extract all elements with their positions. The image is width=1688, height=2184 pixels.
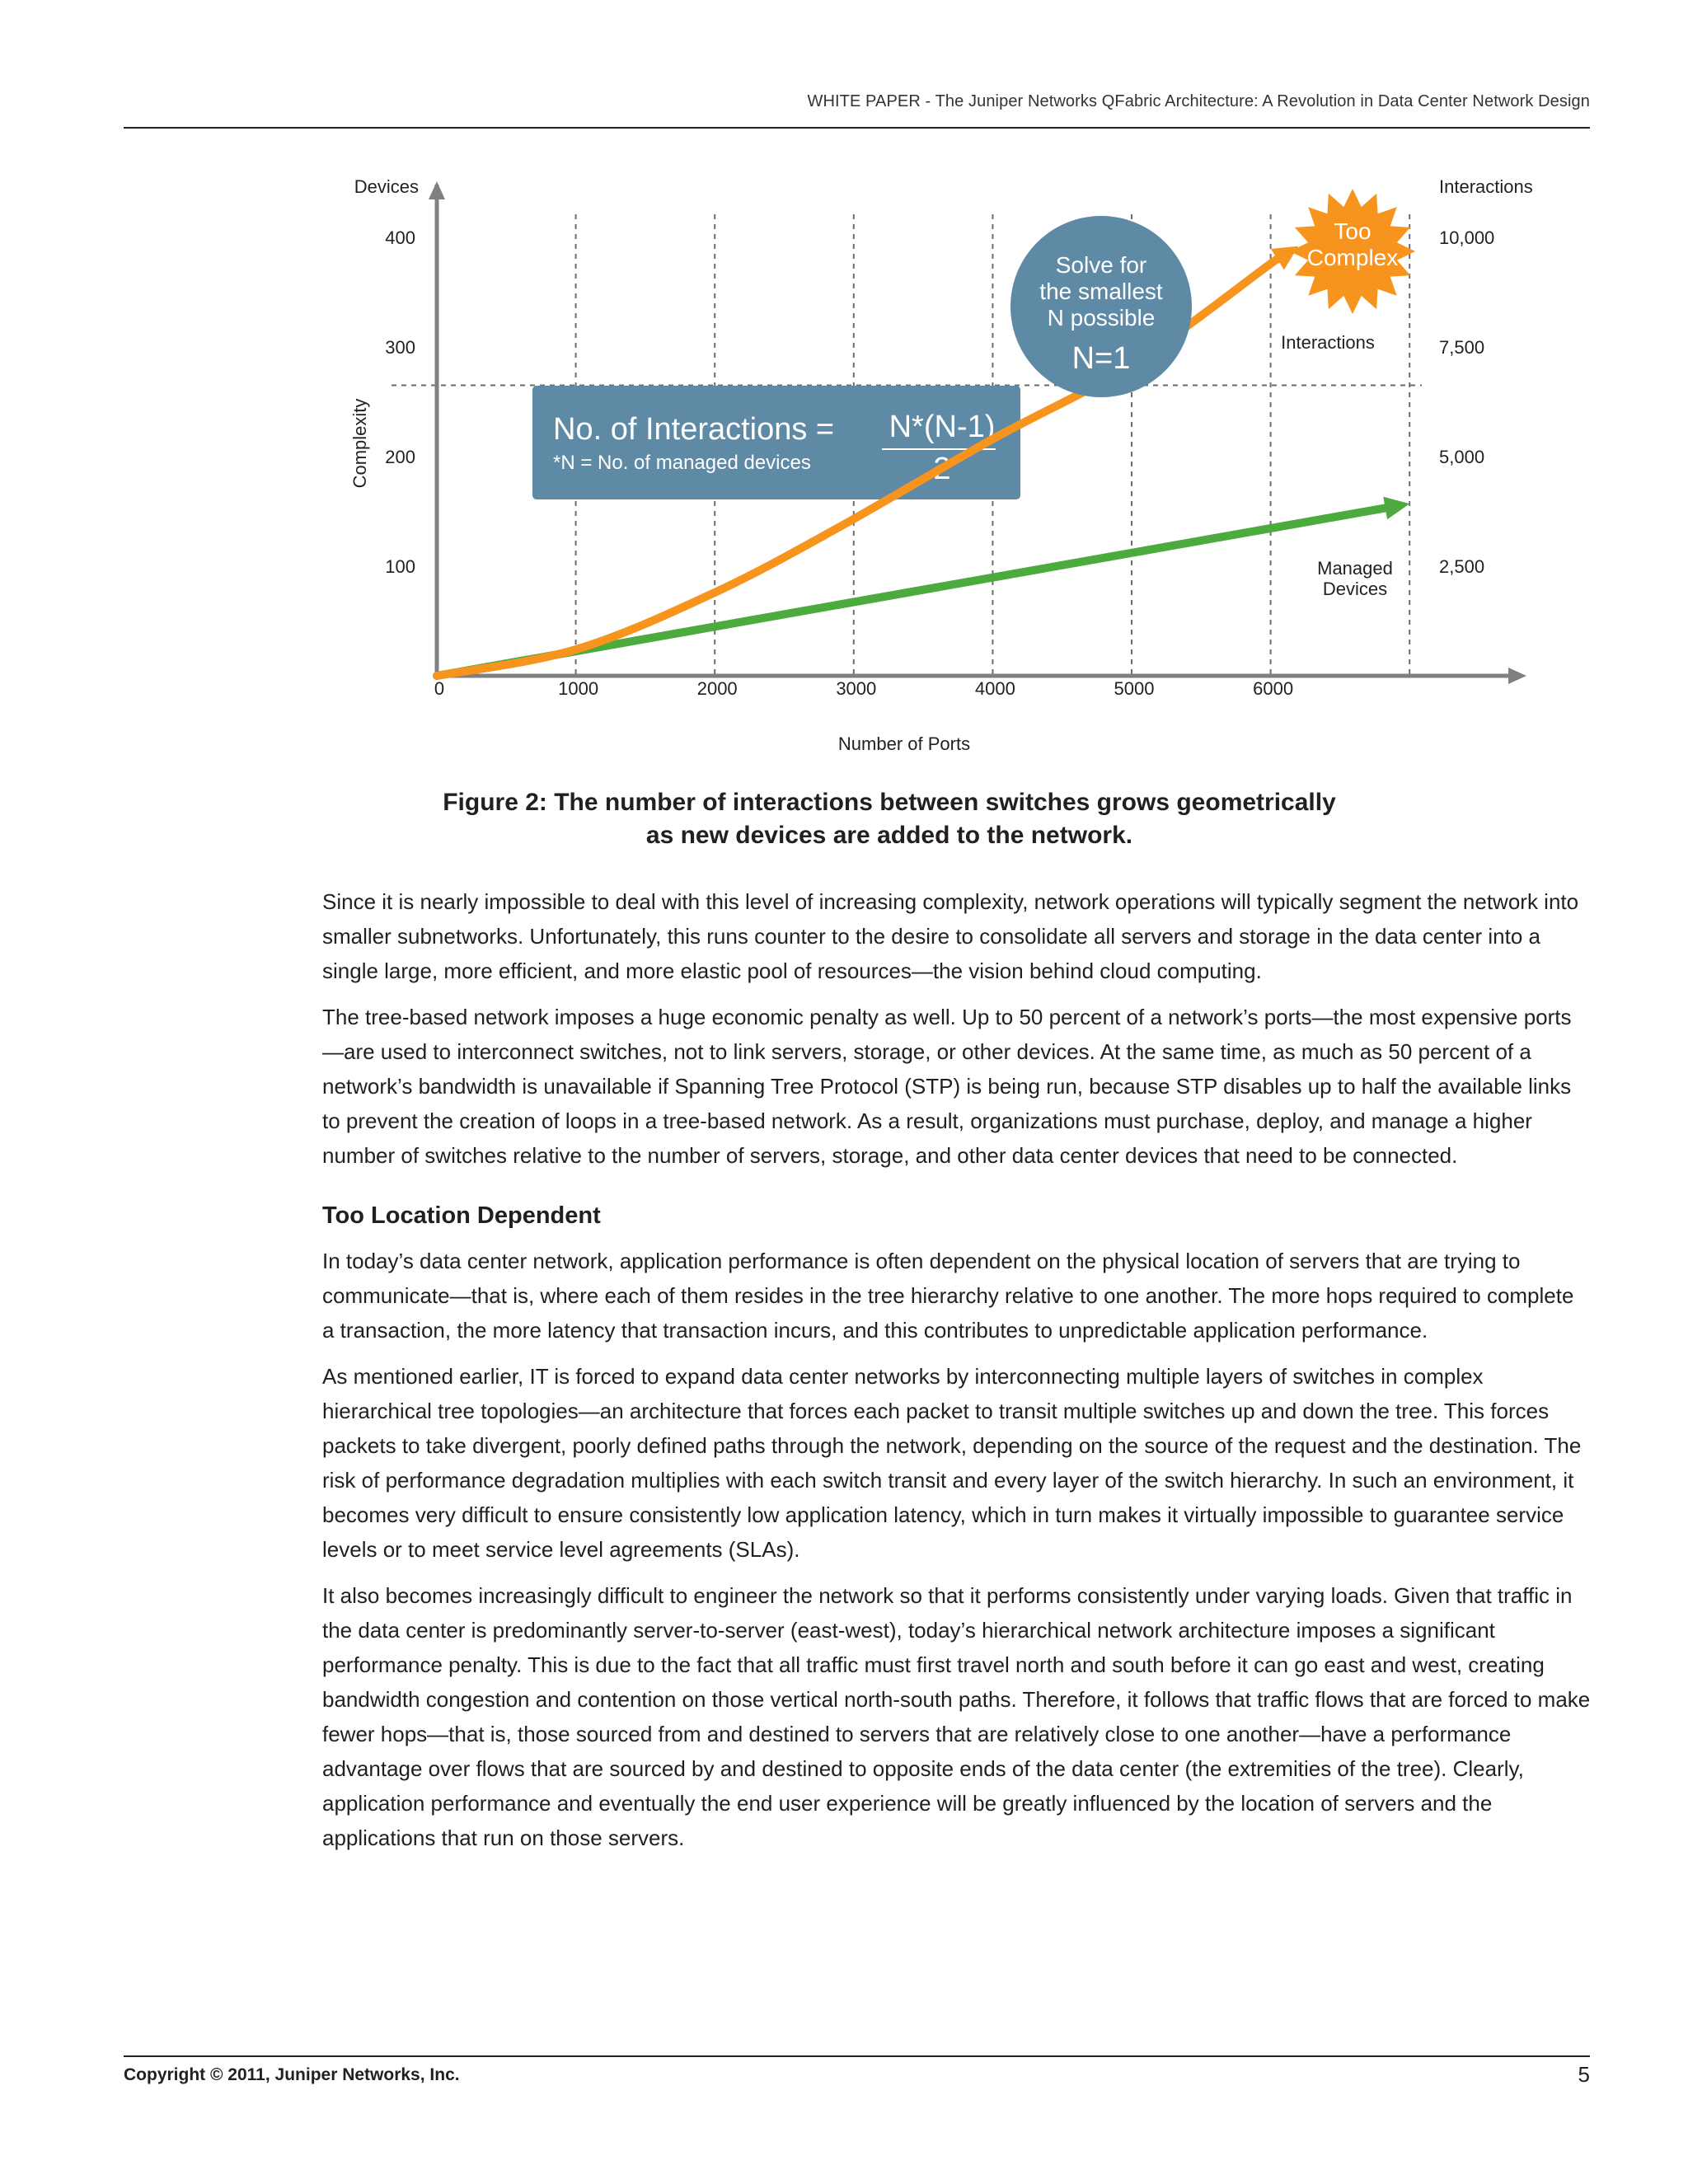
managed-devices-label-line2: Devices	[1322, 579, 1388, 599]
x-tick-5000: 5000	[1114, 678, 1155, 699]
series-managed-devices-arrowhead	[1383, 497, 1409, 520]
y-right-tick-5,000: 5,000	[1439, 447, 1485, 467]
solve-line3: N possible	[1047, 305, 1156, 330]
running-header: WHITE PAPER - The Juniper Networks QFabric Architecture: A Revolution in Data Center Network Design	[807, 92, 1590, 110]
y-axis-label: Complexity	[349, 398, 370, 489]
y-left-title: Devices	[354, 176, 419, 197]
page-number: 5	[1578, 2062, 1590, 2087]
formula-left: No. of Interactions =	[553, 412, 835, 447]
formula-note: *N = No. of managed devices	[553, 452, 811, 474]
footer-rule	[124, 2055, 1590, 2057]
starburst-line1: Too	[1334, 218, 1372, 244]
x-tick-6000: 6000	[1253, 678, 1294, 699]
paragraph-5: It also becomes increasingly difficult to engineer the network so that it performs consistently under varying loads. Given that traffic in the data center is predominantly server-to-server (east-west), today’s hierarchical network architecture imposes a significant performance penalty. This is due to the fact that all traffic must first travel north and south before it can go east and west, creating bandwidth congestion and contention on those vertical north-south paths. Therefore, it follows that traffic flows that are forced to make fewer hops—that is, those sourced from and destined to servers that are relatively close to one another—have a performance advantage over flows that are sourced by and destined to opposite ends of the data center (the extremities of the tree). Clearly, application performance and eventually the end user experience will be greatly influenced by the location of servers and the applications that run on those servers.	[322, 1583, 1591, 1850]
complexity-chart	[330, 165, 1550, 766]
paragraph-4: As mentioned earlier, IT is forced to expand data center networks by interconnecting multiple layers of switches in complex hierarchical tree topologies—an architecture that forces each packet to transit multiple switches up and down the tree. This forces packets to take divergent, poorly defined paths through the network, depending on the source of the request and the destination. The risk of performance degradation multiplies with each switch transit and every layer of the switch hierarchy. In such an environment, it becomes very difficult to ensure consistently low application latency, which in turn makes it virtually impossible to guarantee service levels or to meet service level agreements (SLAs).	[322, 1364, 1582, 1562]
y-left-tick-100: 100	[385, 556, 415, 577]
y-axis-arrow	[429, 181, 445, 199]
interactions-label: Interactions	[1281, 332, 1375, 353]
starburst-line2: Complex	[1306, 245, 1399, 270]
y-right-tick-7,500: 7,500	[1439, 337, 1485, 358]
paragraph-2: The tree-based network imposes a huge economic penalty as well. Up to 50 percent of a network’s ports—the most expensive ports—are used to interconnect switches, not to link servers, storage, or other devices. At the same time, as much as 50 percent of a network’s bandwidth is unavailable if Spanning Tree Protocol (STP) is being run, because STP disables up to half the available links to prevent the creation of loops in a tree-based network. As a result, organizations must purchase, deploy, and manage a higher number of switches relative to the number of servers, storage, and other data center devices that need to be connected.	[322, 1005, 1572, 1168]
y-left-tick-400: 400	[385, 227, 415, 248]
formula-numerator: N*(N-1)	[889, 410, 996, 444]
figure-caption: Figure 2: The number of interactions between switches grows geometrically as new devices are added to the network.	[443, 789, 1336, 849]
solve-line4: N=1	[1071, 341, 1131, 376]
x-axis-arrow	[1508, 668, 1526, 684]
formula-denominator: 2	[933, 452, 951, 486]
solve-callout	[1010, 216, 1192, 397]
formula-box	[532, 386, 1020, 499]
y-right-tick-2,500: 2,500	[1439, 556, 1485, 577]
solve-line2: the smallest	[1039, 279, 1163, 304]
managed-devices-label-line1: Managed	[1317, 558, 1393, 579]
x-axis-label: Number of Ports	[837, 733, 971, 754]
y-left-tick-200: 200	[385, 447, 415, 467]
solve-line1: Solve for	[1055, 252, 1147, 278]
x-tick-1000: 1000	[558, 678, 599, 699]
y-right-tick-10,000: 10,000	[1439, 227, 1495, 248]
body-text	[322, 884, 1592, 1867]
too-complex-starburst	[1290, 189, 1415, 314]
y-left-tick-300: 300	[385, 337, 415, 358]
x-tick-3000: 3000	[836, 678, 877, 699]
y-right-title: Interactions	[1439, 176, 1533, 197]
footer-copyright: Copyright © 2011, Juniper Networks, Inc.	[124, 2065, 460, 2084]
paragraph-1: Since it is nearly impossible to deal with this level of increasing complexity, network operations will typically segment the network into smaller subnetworks. Unfortunately, this runs counter to the desire to consolidate all servers and storage in the data center into a single large, more efficient, and more elastic pool of resources—the vision behind cloud computing.	[322, 889, 1579, 983]
x-tick-4000: 4000	[974, 678, 1015, 699]
x-tick-0: 0	[434, 678, 445, 699]
x-tick-2000: 2000	[696, 678, 738, 699]
paragraph-3: In today’s data center network, application performance is often dependent on the physical location of servers that are trying to communicate—that is, where each of them resides in the tree hierarchy relative to one another. The more hops required to complete a transaction, the more latency that transaction incurs, and this contributes to unpredictable application performance.	[322, 1249, 1574, 1343]
header-rule	[124, 127, 1590, 129]
section-heading: Too Location Dependent	[322, 1202, 601, 1229]
